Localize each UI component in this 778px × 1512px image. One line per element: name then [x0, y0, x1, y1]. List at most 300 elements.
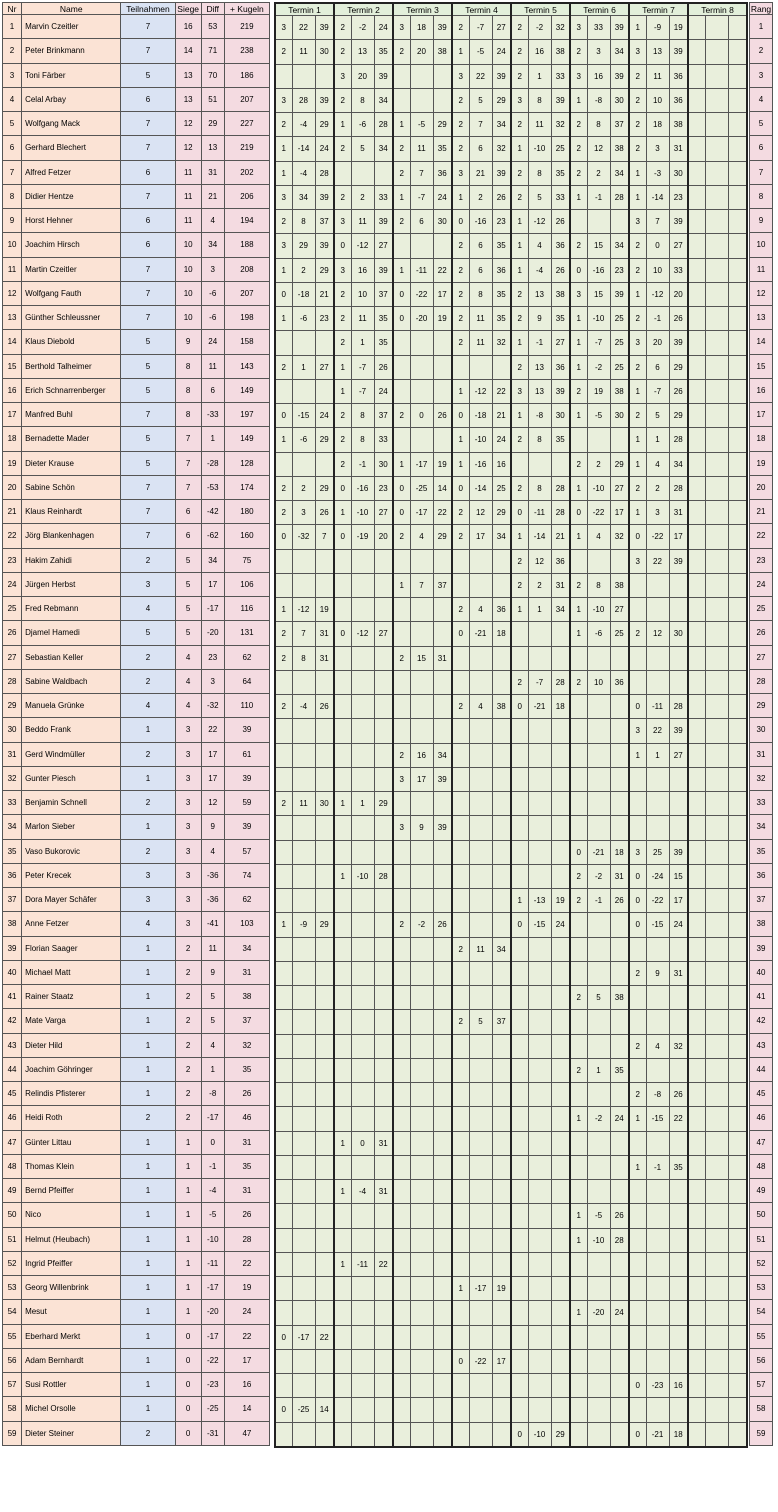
termin-2-diff: -12 [351, 234, 374, 258]
player-name: Vaso Bukorovic [22, 839, 121, 863]
player-name: Alfred Fetzer [22, 160, 121, 184]
termin-3-diff [410, 428, 433, 452]
termin-1-siege: 3 [275, 88, 292, 112]
termin-5-siege [511, 1228, 528, 1252]
termin-5-kugeln [551, 1204, 570, 1228]
termin-7-kugeln: 29 [669, 404, 688, 428]
termin-4-kugeln: 34 [492, 525, 511, 549]
termin-2-diff: 5 [351, 137, 374, 161]
player-diff: 17 [201, 742, 224, 766]
player-nr: 45 [3, 1082, 22, 1106]
termine-row [275, 549, 747, 573]
termin-4-kugeln [492, 1204, 511, 1228]
termin-5-diff: -15 [528, 913, 551, 937]
termin-7-diff [646, 573, 669, 597]
termin-6-diff: 33 [587, 16, 610, 40]
termin-1-kugeln [315, 670, 334, 694]
termin-1-siege: 3 [275, 185, 292, 209]
termin-2-kugeln [374, 1277, 393, 1301]
rang-row [750, 985, 773, 1009]
player-name: Ingrid Pfeiffer [22, 1251, 121, 1275]
termin-1-diff [292, 452, 315, 476]
termin-6-siege: 2 [570, 670, 587, 694]
termin-2-diff: -1 [351, 452, 374, 476]
termin-7-siege [629, 792, 646, 816]
termin-7-diff [646, 1131, 669, 1155]
termin-5-siege [511, 622, 528, 646]
termin-5-kugeln [551, 961, 570, 985]
player-nr: 30 [3, 718, 22, 742]
termin-6-kugeln: 28 [610, 185, 629, 209]
player-row [3, 1276, 270, 1300]
termin-6-kugeln: 38 [610, 986, 629, 1010]
termin-8-diff [705, 549, 728, 573]
termin-4-diff: 6 [469, 234, 492, 258]
termin-6-diff [587, 210, 610, 234]
termin-6-diff: 2 [587, 452, 610, 476]
termin-8-diff [705, 767, 728, 791]
termine-row [275, 913, 747, 937]
termin-5-kugeln: 28 [551, 501, 570, 525]
termin-2-kugeln: 35 [374, 307, 393, 331]
termin-7-diff: 12 [646, 622, 669, 646]
termin-4-diff [469, 573, 492, 597]
player-siege: 0 [175, 1348, 201, 1372]
termin-6-siege [570, 1422, 587, 1447]
termin-4-diff [469, 913, 492, 937]
player-teilnahmen: 5 [121, 330, 175, 354]
termin-2-kugeln [374, 695, 393, 719]
termin-8-diff [705, 88, 728, 112]
termin-3-siege [393, 986, 410, 1010]
player-name: Heidi Roth [22, 1106, 121, 1130]
player-teilnahmen: 7 [121, 136, 175, 160]
player-row [3, 1130, 270, 1154]
termin-3-diff [410, 1107, 433, 1131]
termin-6-siege [570, 1325, 587, 1349]
termin-1-kugeln: 7 [315, 525, 334, 549]
termin-3-kugeln [433, 1058, 452, 1082]
termin-4-siege [452, 816, 469, 840]
termin-2-diff [351, 1034, 374, 1058]
termin-3-siege [393, 695, 410, 719]
termin-2-diff: -10 [351, 864, 374, 888]
termin-2-siege [334, 1155, 351, 1179]
termin-3-siege: 2 [393, 137, 410, 161]
termin-4-diff: -22 [469, 1349, 492, 1373]
termin-6-diff [587, 961, 610, 985]
termin-5-kugeln: 24 [551, 913, 570, 937]
termin-8-kugeln [728, 767, 747, 791]
player-rang: 10 [750, 233, 773, 257]
player-rang: 34 [750, 815, 773, 839]
termine-row [275, 16, 747, 40]
termin-8-kugeln [728, 792, 747, 816]
termin-3-siege: 1 [393, 452, 410, 476]
player-siege: 2 [175, 960, 201, 984]
termin-4-siege: 2 [452, 258, 469, 282]
termin-4-diff [469, 1180, 492, 1204]
termin-1-diff: -4 [292, 161, 315, 185]
player-name: Fred Rebmann [22, 597, 121, 621]
termin-7-diff [646, 1325, 669, 1349]
termin-3-diff: -17 [410, 501, 433, 525]
termin-5-siege [511, 1398, 528, 1422]
player-row [3, 1057, 270, 1081]
termin-2-kugeln [374, 161, 393, 185]
termin-6-diff [587, 695, 610, 719]
summary-header-row [3, 3, 270, 15]
player-row [3, 1300, 270, 1324]
termin-6-diff: -22 [587, 501, 610, 525]
termin-3-diff [410, 864, 433, 888]
termine-row [275, 1010, 747, 1034]
player-siege: 3 [175, 912, 201, 936]
termin-1-kugeln: 29 [315, 476, 334, 500]
termin-5-kugeln [551, 1131, 570, 1155]
player-teilnahmen: 2 [121, 742, 175, 766]
termin-8-diff [705, 986, 728, 1010]
termin-4-siege [452, 889, 469, 913]
termin-1-kugeln: 37 [315, 210, 334, 234]
termin-4-kugeln [492, 573, 511, 597]
termin-4-diff [469, 816, 492, 840]
termin-3-diff: 16 [410, 743, 433, 767]
player-name: Günther Schleussner [22, 306, 121, 330]
player-name: Eberhard Merkt [22, 1324, 121, 1348]
termin-4-siege [452, 1180, 469, 1204]
player-rang: 43 [750, 1033, 773, 1057]
termine-row [275, 1228, 747, 1252]
termin-2-diff [351, 961, 374, 985]
termin-8-siege [688, 185, 705, 209]
player-name: Adam Bernhardt [22, 1348, 121, 1372]
termin-4-kugeln [492, 1422, 511, 1447]
player-row [3, 694, 270, 718]
termin-8-diff [705, 670, 728, 694]
player-kugeln: 59 [224, 791, 269, 815]
termin-8-kugeln [728, 88, 747, 112]
termin-7-siege: 2 [629, 88, 646, 112]
termin-8-diff [705, 1058, 728, 1082]
termin-2-kugeln [374, 816, 393, 840]
player-row [3, 1421, 270, 1445]
player-rang: 32 [750, 766, 773, 790]
termin-5-kugeln: 33 [551, 64, 570, 88]
termin-3-siege [393, 1010, 410, 1034]
termin-7-siege: 3 [629, 210, 646, 234]
player-siege: 3 [175, 888, 201, 912]
termin-5-kugeln: 35 [551, 307, 570, 331]
termin-2-kugeln [374, 1228, 393, 1252]
termin-2-kugeln: 24 [374, 16, 393, 40]
termin-7-diff [646, 816, 669, 840]
termin-6-diff: -2 [587, 1107, 610, 1131]
termin-1-kugeln [315, 1252, 334, 1276]
termin-7-diff: -1 [646, 307, 669, 331]
termin-3-siege [393, 961, 410, 985]
rang-row [750, 1348, 773, 1372]
termin-6-diff: 4 [587, 525, 610, 549]
termin-6-kugeln [610, 1083, 629, 1107]
termin-1-diff: -25 [292, 1398, 315, 1422]
termin-3-diff [410, 234, 433, 258]
termin-3-diff: 17 [410, 767, 433, 791]
player-kugeln: 24 [224, 1300, 269, 1324]
termin-4-kugeln [492, 1252, 511, 1276]
termin-4-kugeln: 22 [492, 379, 511, 403]
termin-5-kugeln [551, 743, 570, 767]
termin-6-siege: 0 [570, 258, 587, 282]
player-diff: -62 [201, 524, 224, 548]
termin-5-diff [528, 1374, 551, 1398]
termin-1-siege: 2 [275, 622, 292, 646]
termin-6-diff [587, 1155, 610, 1179]
termin-7-siege: 2 [629, 64, 646, 88]
player-siege: 6 [175, 500, 201, 524]
rang-row [750, 791, 773, 815]
termin-1-diff: 34 [292, 185, 315, 209]
termin-8-kugeln [728, 1180, 747, 1204]
termin-1-kugeln: 28 [315, 161, 334, 185]
header-name: Name [22, 3, 121, 15]
termin-3-kugeln [433, 1155, 452, 1179]
termin-1-siege [275, 331, 292, 355]
termin-3-siege [393, 598, 410, 622]
termin-1-siege: 1 [275, 913, 292, 937]
termin-7-kugeln [669, 1277, 688, 1301]
termin-6-diff [587, 1398, 610, 1422]
termin-7-diff: -14 [646, 185, 669, 209]
termin-2-diff: -7 [351, 355, 374, 379]
termin-6-diff: 15 [587, 234, 610, 258]
termin-1-diff [292, 961, 315, 985]
termin-6-siege [570, 767, 587, 791]
termin-4-siege [452, 1301, 469, 1325]
termin-8-diff [705, 161, 728, 185]
termin-3-diff: -25 [410, 476, 433, 500]
termin-2-diff: 10 [351, 282, 374, 306]
termin-8-diff [705, 1252, 728, 1276]
termin-3-siege [393, 792, 410, 816]
termin-2-diff [351, 743, 374, 767]
termin-3-siege [393, 1034, 410, 1058]
player-rang: 3 [750, 63, 773, 87]
termin-6-diff [587, 816, 610, 840]
termin-5-siege: 2 [511, 355, 528, 379]
termin-6-diff [587, 719, 610, 743]
termin-2-kugeln: 28 [374, 864, 393, 888]
termin-4-diff [469, 1422, 492, 1447]
termin-4-diff: 11 [469, 307, 492, 331]
termin-3-diff: 18 [410, 16, 433, 40]
termin-3-kugeln: 36 [433, 161, 452, 185]
termin-2-diff [351, 889, 374, 913]
termin-4-diff: 8 [469, 282, 492, 306]
termin-3-siege: 1 [393, 258, 410, 282]
player-diff: 1 [201, 1057, 224, 1081]
termin-8-kugeln [728, 404, 747, 428]
player-teilnahmen: 1 [121, 1348, 175, 1372]
termin-2-siege: 2 [334, 331, 351, 355]
termin-5-siege: 0 [511, 695, 528, 719]
player-teilnahmen: 2 [121, 1421, 175, 1445]
termin-7-kugeln [669, 986, 688, 1010]
player-teilnahmen: 1 [121, 1082, 175, 1106]
termin-8-diff [705, 331, 728, 355]
rang-row [750, 718, 773, 742]
termine-table [274, 2, 748, 1448]
termin-7-diff: 11 [646, 64, 669, 88]
termin-3-diff [410, 1204, 433, 1228]
termin-3-kugeln [433, 1228, 452, 1252]
termin-8-siege [688, 1204, 705, 1228]
player-kugeln: 131 [224, 621, 269, 645]
player-siege: 2 [175, 1009, 201, 1033]
termin-8-kugeln [728, 1398, 747, 1422]
player-rang: 17 [750, 403, 773, 427]
termine-row [275, 743, 747, 767]
termin-1-siege: 0 [275, 282, 292, 306]
termin-3-diff [410, 719, 433, 743]
player-rang: 30 [750, 718, 773, 742]
termin-5-kugeln [551, 1010, 570, 1034]
termin-2-diff: 8 [351, 88, 374, 112]
termin-7-kugeln: 33 [669, 258, 688, 282]
termin-5-kugeln: 26 [551, 258, 570, 282]
termin-3-diff [410, 889, 433, 913]
termin-8-siege [688, 1083, 705, 1107]
player-row [3, 475, 270, 499]
player-diff: 5 [201, 1009, 224, 1033]
player-row [3, 330, 270, 354]
termin-5-siege: 2 [511, 64, 528, 88]
player-name: Celal Arbay [22, 87, 121, 111]
termin-8-diff [705, 1034, 728, 1058]
termin-1-siege [275, 986, 292, 1010]
player-row [3, 136, 270, 160]
termin-3-diff [410, 88, 433, 112]
header-termin-5: Termin 5 [511, 3, 570, 16]
termin-7-diff [646, 1180, 669, 1204]
termin-8-siege [688, 1180, 705, 1204]
termin-3-kugeln [433, 986, 452, 1010]
termin-4-kugeln: 32 [492, 331, 511, 355]
termin-6-kugeln: 38 [610, 137, 629, 161]
termin-4-diff [469, 864, 492, 888]
player-siege: 3 [175, 766, 201, 790]
termin-4-kugeln [492, 913, 511, 937]
termin-6-kugeln [610, 937, 629, 961]
termin-2-siege [334, 986, 351, 1010]
termin-4-diff: -5 [469, 40, 492, 64]
termin-6-siege [570, 1349, 587, 1373]
termin-4-diff: -21 [469, 622, 492, 646]
termin-5-diff [528, 1034, 551, 1058]
termin-7-kugeln: 26 [669, 1083, 688, 1107]
termin-1-diff [292, 670, 315, 694]
player-teilnahmen: 5 [121, 451, 175, 475]
termin-6-diff: 8 [587, 113, 610, 137]
termin-3-kugeln [433, 598, 452, 622]
termin-8-kugeln [728, 573, 747, 597]
termin-3-diff: 4 [410, 525, 433, 549]
termin-4-kugeln [492, 1107, 511, 1131]
player-kugeln: 219 [224, 15, 269, 39]
termin-4-siege: 2 [452, 695, 469, 719]
termin-5-kugeln [551, 1058, 570, 1082]
rang-row [750, 233, 773, 257]
termin-7-kugeln: 31 [669, 501, 688, 525]
termine-row [275, 937, 747, 961]
player-teilnahmen: 1 [121, 1373, 175, 1397]
termin-6-kugeln [610, 1252, 629, 1276]
player-diff: 51 [201, 87, 224, 111]
termin-5-siege: 2 [511, 428, 528, 452]
termin-7-siege [629, 1325, 646, 1349]
termin-8-diff [705, 1422, 728, 1447]
termin-3-diff [410, 1083, 433, 1107]
termin-3-kugeln [433, 792, 452, 816]
player-name: Dieter Steiner [22, 1421, 121, 1445]
termin-7-kugeln: 32 [669, 1034, 688, 1058]
player-diff: -28 [201, 451, 224, 475]
termin-3-siege: 2 [393, 646, 410, 670]
player-nr: 50 [3, 1203, 22, 1227]
termin-3-kugeln: 35 [433, 137, 452, 161]
rang-row [750, 548, 773, 572]
player-teilnahmen: 7 [121, 257, 175, 281]
player-kugeln: 227 [224, 112, 269, 136]
termin-4-kugeln: 36 [492, 598, 511, 622]
player-kugeln: 110 [224, 694, 269, 718]
player-rang: 47 [750, 1130, 773, 1154]
termin-8-diff [705, 695, 728, 719]
termin-8-kugeln [728, 1325, 747, 1349]
termin-5-diff [528, 646, 551, 670]
termin-1-kugeln [315, 840, 334, 864]
termin-2-kugeln [374, 913, 393, 937]
termin-2-diff [351, 767, 374, 791]
termin-3-diff [410, 1010, 433, 1034]
termin-7-diff [646, 1349, 669, 1373]
termin-2-siege [334, 670, 351, 694]
termin-1-kugeln: 29 [315, 258, 334, 282]
player-nr: 43 [3, 1033, 22, 1057]
rang-row [750, 742, 773, 766]
termin-7-kugeln: 26 [669, 379, 688, 403]
termin-6-diff: 5 [587, 986, 610, 1010]
termin-5-siege [511, 1107, 528, 1131]
termin-2-siege: 1 [334, 1180, 351, 1204]
termin-5-kugeln: 21 [551, 525, 570, 549]
termin-6-diff: 15 [587, 282, 610, 306]
termin-6-kugeln [610, 816, 629, 840]
termin-4-diff: -10 [469, 428, 492, 452]
termin-6-kugeln: 25 [610, 622, 629, 646]
termin-8-siege [688, 1107, 705, 1131]
termin-4-siege [452, 986, 469, 1010]
termine-row [275, 331, 747, 355]
termin-7-siege: 2 [629, 307, 646, 331]
termin-5-siege: 2 [511, 549, 528, 573]
termin-5-kugeln [551, 622, 570, 646]
player-kugeln: 47 [224, 1421, 269, 1445]
termin-7-kugeln [669, 1180, 688, 1204]
termin-7-siege: 0 [629, 1422, 646, 1447]
player-nr: 40 [3, 960, 22, 984]
termin-2-siege [334, 1398, 351, 1422]
